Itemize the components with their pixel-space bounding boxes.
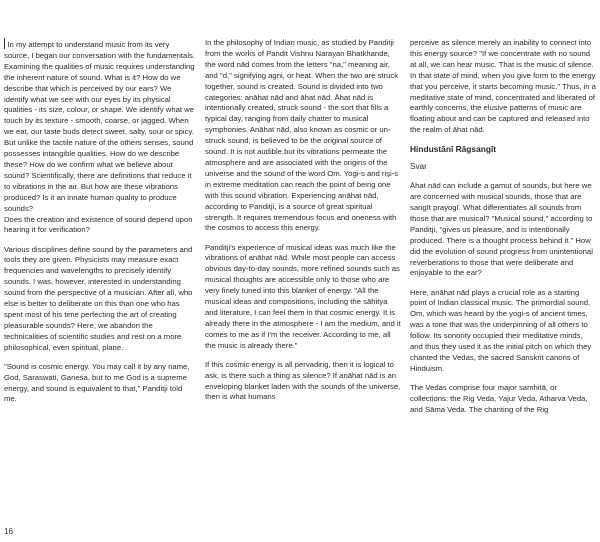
- paragraph: Various disciplines define sound by the parameters and tools they are given. Physicists may measure exact frequencies and wavelengths to precisely identify sounds. I was, however, interested in understanding sound from the perspective of a musician. After all, who else is better to deliberate on this than one who has spent most of his time perfecting the art of creating pleasurable sounds? Here, we abandon the technicalities of scientific studies and rest on a more philosophical, even spiritual, plane.: [4, 244, 193, 352]
- page-number: 16: [4, 527, 14, 536]
- paragraph: Does the creation and existence of sound depend upon hearing it for verification?: [4, 214, 193, 235]
- paragraph: In the philosophy of Indian music, as studied by Panditji from the works of Pandit Vishnu Narayan Bhatkhande, the word nād comes from the letters "na," meaning air, and "d," signifying agni, or heat. When the two are struck together, sound is created. Sound is divided into two categories: anāhat nād and āhat nād. Āhat nād is intentionally created, struck sound - the sort that fills a typical day, ranging from daily chatter to musical symphonies. Anāhat nād, also known as cosmic or un-struck sound, is believed to be the original source of sound. It is not audible,but its vibrations permeate the atmosphere and are associated with the origins of the universe and the sound of the word Om. Yogi-s and rişi-s in extreme meditation can reach the point of being one with this sound vibration. Experiencing anāhat nād, according to Panditji, is a source of great spiritual strength. It requires tremendous focus and oneness with the cosmos to access this energy.: [205, 38, 399, 233]
- paragraph: Āhat nād can include a gamut of sounds, but here we are concerned with musical sounds, those that are sangīt prayogī. What differentiates all sounds from those that are musical? "Musical sound," according to Panditji, "gives us pleasure, and is intentionally produced. There is a thought process behind it." How did the evolution of sound progress from unintentional reverberations to those that were deliberate and enjoyable to the ear?: [410, 181, 593, 278]
- paragraph: If this cosmic energy is all pervading, then it is logical to ask, is there such a thing as silence? If anāhat nād is an enveloping blanket laden with the sounds of the universe, then is what humans: [205, 359, 401, 402]
- text-cursor: [4, 38, 5, 49]
- paragraph: The Vedas comprise four major samhitā, or collections: the Rig Veda, Yajur Veda, Atharva Veda, and Sāma Veda. The chanting of the Rig: [410, 382, 588, 414]
- paragraph: "Sound is cosmic energy. You may call it by any name, God, Saraswati, Ganeśa, but to me God is a supreme energy, and sound is equivalent to that," Panditji told me.: [4, 361, 190, 404]
- text-column-2: [205, 38, 401, 412]
- paragraph: perceive as silence merely an inability to connect into this energy source? "If we concentrate with no sound at all, we can hear music. That is the music of silence. In that state of mind, when you give form to the energy that you perceive, it starts becoming music." Thus, in a meditative state of mind, concentrated and liberated of earthly concerns, the elusive patterns of music are floating about and can be captured and released into the realm of āhat nād.: [410, 38, 596, 135]
- paragraph: Here, anāhat nād plays a crucial role as a starting point of Indian classical music. The primordial sound, Om, which was heard by the yogi-s of ancient times, was a tone that was the underpinning of all others to follow. Its sonority occupied their meditative minds, and thus they used it as the initial pitch on which they chanted the Vedas, the sacred Sanskrit canons of Hinduism.: [410, 287, 592, 373]
- paragraph: Panditji's experience of musical ideas was much like the vibrations of anāhat nād. While most people can access obvious day-to-day sounds, more refined sounds such as musical thoughts are accessible only to those who are very finely tuned into this blanket of energy. "All the musical ideas and compositions, including the sāhitya and literature, I can feel them in that cosmic energy. It is already there in the atmosphere - I am the medium, and it comes to me as if I'm the receiver. According to me, all the music is already there.": [205, 242, 401, 350]
- paragraph: [4, 38, 196, 215]
- section-heading: Hindustānī Rāgsangīt: [410, 144, 497, 155]
- text-column-1: [4, 38, 196, 414]
- subsection-heading: Svar: [410, 162, 427, 172]
- text-column-3: [410, 38, 596, 424]
- paragraph-text: In my attempt to understand music from its very source, I began our conversation with the fundamentals. Examining the qualities of music requires understanding the inherent nature of sound. What is it? How do we describe that which is perceived by our ears? We identify what we see with our eyes by its physical qualities - its size, colour, or shape. We identify what we touch by its texture - smooth, coarse, or jagged. When we eat, our taste buds detect sweet, salty, sour or spicy. But unlike the tactile nature of the others senses, sound possesses intangible qualities. How do we describe these? How do we confirm what we believe about sound? Scientifically, there are definitions that reduce it to vibrations in the air. But how are these vibrations produced? Is it an innate human quality to produce sounds?: [4, 40, 196, 213]
